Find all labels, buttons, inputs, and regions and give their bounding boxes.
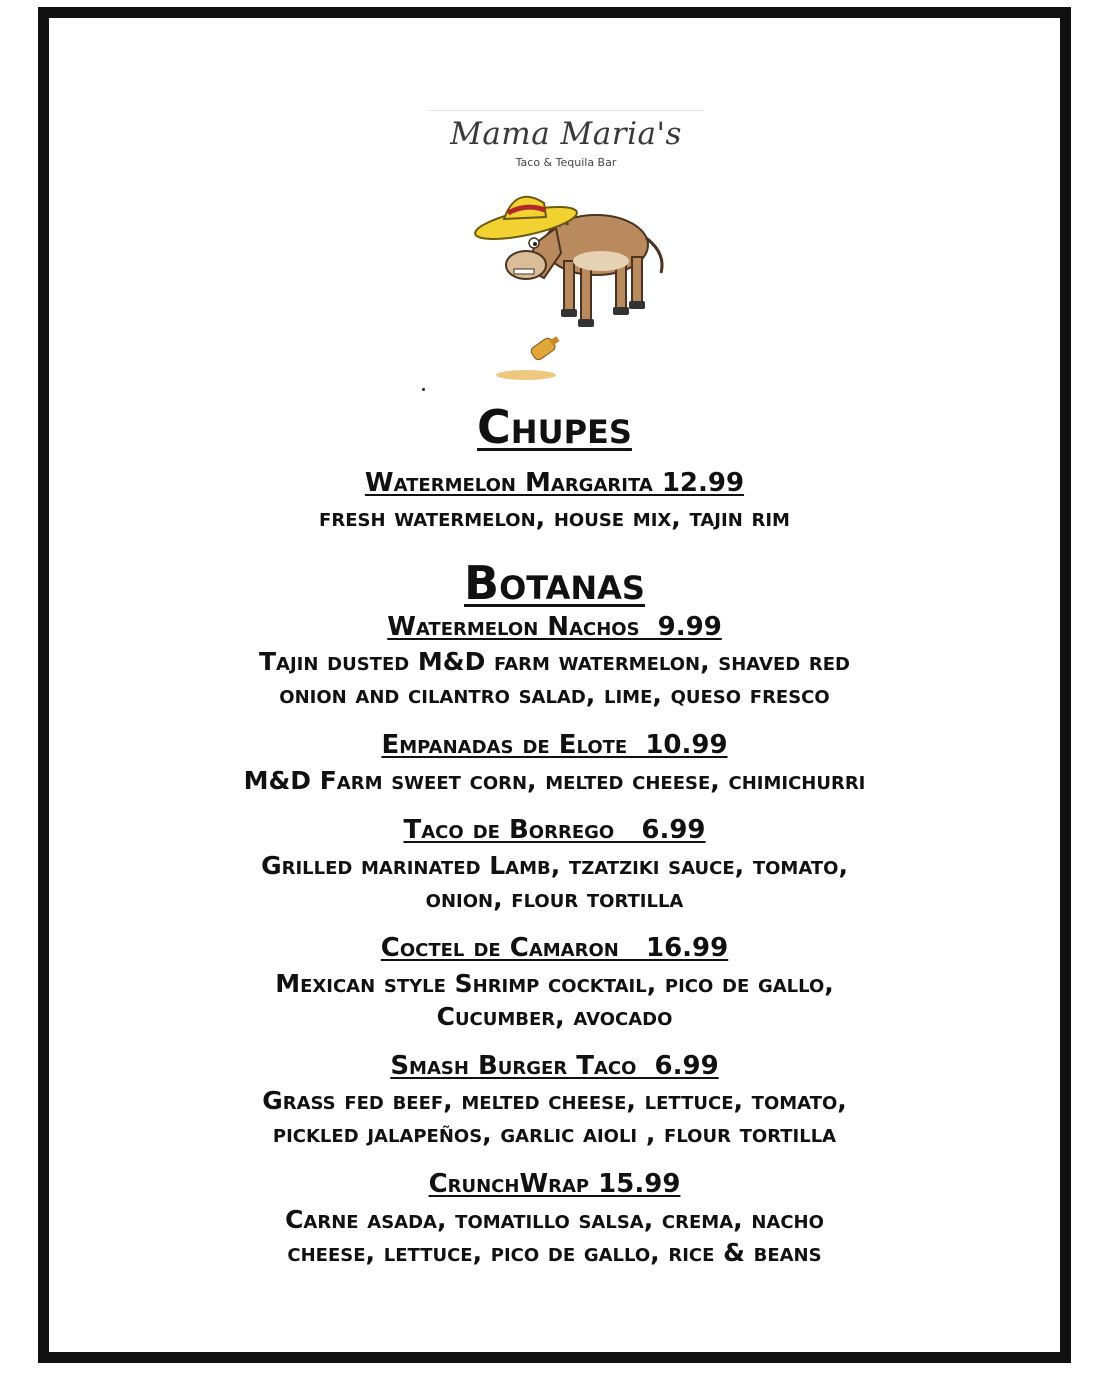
item-desc-watermelon-margarita: fresh watermelon, house mix, tajin rim — [319, 503, 790, 532]
item-desc-empanadas-de-elote: M&D Farm sweet corn, melted cheese, chimichurri — [243, 766, 866, 795]
menu-frame — [38, 7, 1071, 1363]
item-title-watermelon-nachos: Watermelon Nachos 9.99 — [387, 612, 722, 642]
section-title-botanas: Botanas — [464, 556, 645, 610]
section-title-chupes: Chupes — [477, 400, 632, 454]
logo-subtitle: Taco & Tequila Bar — [515, 156, 617, 169]
item-title-smash-burger-taco: Smash Burger Taco 6.99 — [390, 1051, 719, 1081]
item-desc-taco-de-borrego: Grilled marinated Lamb, tzatziki sauce, tomato, onion, flour tortilla — [261, 851, 848, 913]
item-title-watermelon-margarita: Watermelon Margarita 12.99 — [364, 468, 745, 498]
item-title-taco-de-borrego: Taco de Borrego 6.99 — [403, 815, 706, 845]
item-title-coctel-de-camaron: Coctel de Camaron 16.99 — [380, 933, 729, 963]
item-desc-watermelon-nachos: Tajin dusted M&D farm watermelon, shaved red onion and cilantro salad, lime, queso fresco — [259, 647, 850, 709]
logo-divider — [428, 110, 704, 111]
donkey-sombrero-icon — [456, 173, 676, 388]
item-desc-coctel-de-camaron: Mexican style Shrimp cocktail, pico de gallo, Cucumber, avocado — [275, 969, 834, 1031]
stray-dot — [422, 388, 425, 391]
item-desc-smash-burger-taco: Grass fed beef, melted cheese, lettuce, tomato, pickled jalapeños, garlic aioli , flour tortilla — [262, 1086, 847, 1148]
item-title-crunchwrap: CrunchWrap 15.99 — [428, 1169, 681, 1199]
item-title-empanadas-de-elote: Empanadas de Elote 10.99 — [381, 730, 728, 760]
item-desc-crunchwrap: Carne asada, tomatillo salsa, crema, nacho cheese, lettuce, pico de gallo, rice & beans — [285, 1205, 824, 1267]
restaurant-logo — [426, 108, 706, 388]
logo-name: Mama Maria's — [450, 116, 682, 152]
